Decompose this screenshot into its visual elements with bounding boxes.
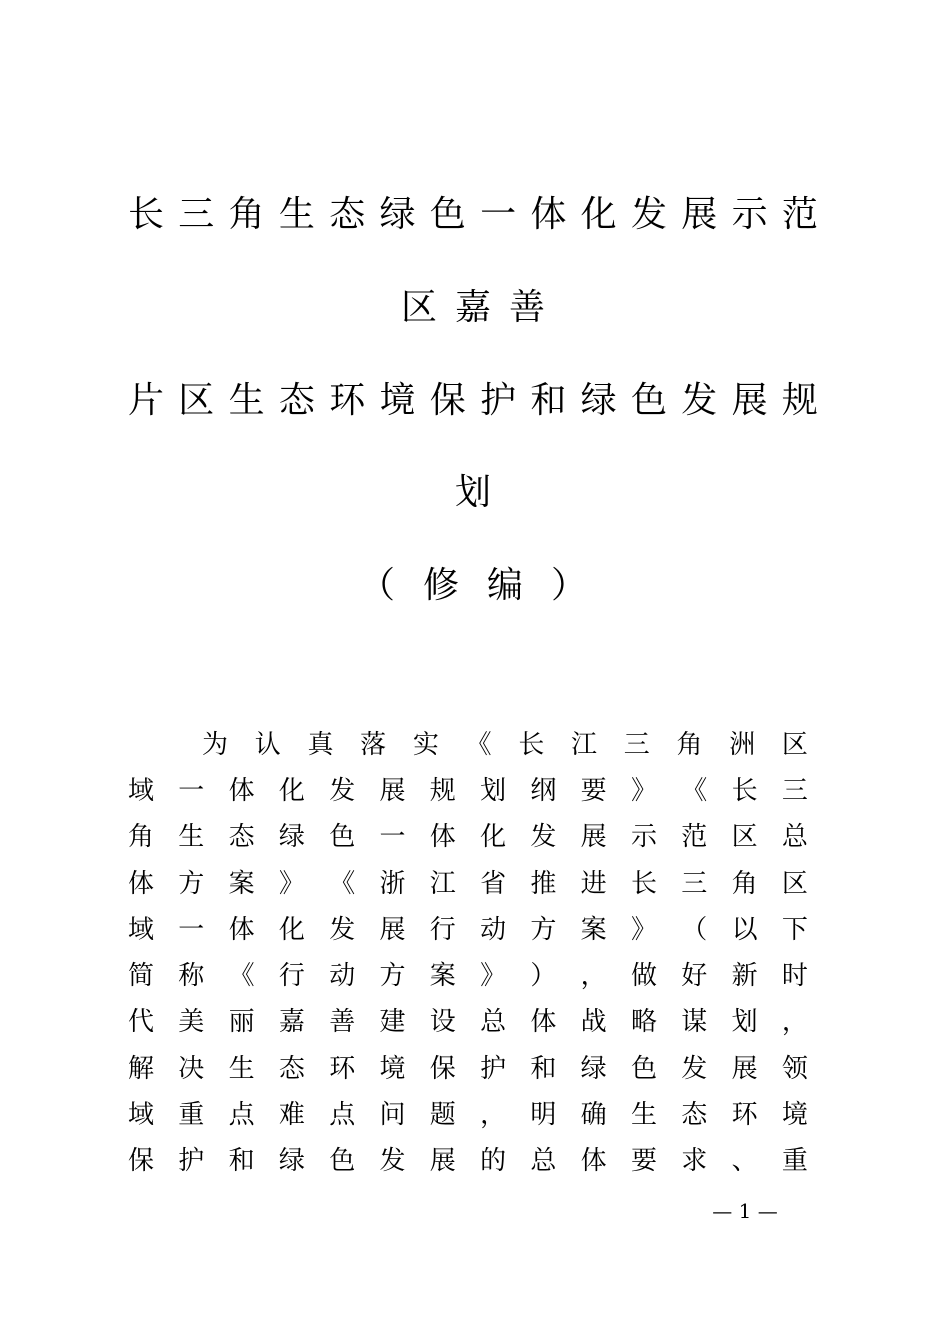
body-line-2: 域 一 体 化 发 展 规 划 纲 要 》 《 长 三 [128,776,808,806]
title-line-1: 长 三 角 生 态 绿 色 一 体 化 发 展 示 范 [128,194,818,235]
page-number: — 1 — [712,1199,778,1223]
body-line-8: 解 决 生 态 环 境 保 护 和 绿 色 发 展 领 [128,1054,808,1084]
title-line-3: 片 区 生 态 环 境 保 护 和 绿 色 发 展 规 [128,380,818,421]
body-line-1: 为 认 真 落 实 《 长 江 三 角 洲 区 [202,730,808,760]
body-line-9: 域 重 点 难 点 问 题 ， 明 确 生 态 环 境 [128,1100,808,1130]
title-line-2: 区 嘉 善 [400,287,546,328]
body-line-10: 保 护 和 绿 色 发 展 的 总 体 要 求 、 重 [128,1146,808,1176]
title-line-4: 划 [454,472,491,513]
body-line-4: 体 方 案 》 《 浙 江 省 推 进 长 三 角 区 [128,869,808,899]
body-line-7: 代 美 丽 嘉 善 建 设 总 体 战 略 谋 划 ， [128,1007,808,1037]
body-line-6: 简 称 《 行 动 方 案 》 ） ， 做 好 新 时 [128,961,808,991]
body-line-5: 域 一 体 化 发 展 行 动 方 案 》 （ 以 下 [128,915,808,945]
body-line-3: 角 生 态 绿 色 一 体 化 发 展 示 范 区 总 [128,822,808,852]
title-line-5: （ 修 编 ） [358,565,588,606]
